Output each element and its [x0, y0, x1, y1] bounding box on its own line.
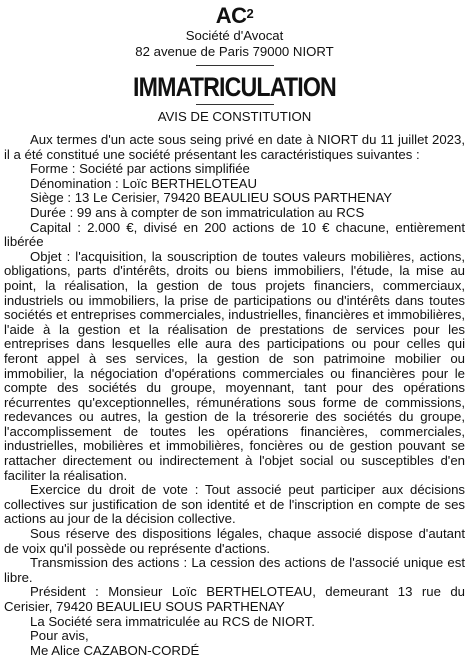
- form-line: Forme : Société par actions simplifiée: [30, 161, 250, 177]
- notice-subtitle: AVIS DE CONSTITUTION: [157, 109, 312, 124]
- logo-superscript: 2: [246, 6, 254, 21]
- intro-paragraph: Aux termes d'un acte sous seing privé en date à NIORT du 11 juillet 2023, il a été constitué une société présentant les caractéristiques suivantes :: [4, 132, 465, 162]
- divider-top: [196, 65, 274, 66]
- firm-name: Société d'Avocat: [185, 28, 284, 43]
- notice-body: [4, 133, 465, 658]
- divider-bottom: [196, 104, 274, 105]
- transfer-line: Transmission des actions : La cession des actions de l'associé unique est libre.: [4, 555, 465, 585]
- votes-paragraph: Sous réserve des dispositions légales, chaque associé dispose d'autant de voix qu'il possède ou représente d'actions.: [4, 526, 465, 556]
- duration-line: Durée : 99 ans à compter de son immatriculation au RCS: [30, 204, 365, 220]
- registration-line: La Société sera immatriculée au RCS de NIORT.: [30, 613, 315, 629]
- notice-title: IMMATRICULATION: [133, 72, 336, 102]
- seat-line: Siège : 13 Le Cerisier, 79420 BEAULIEU SOUS PARTHENAY: [30, 190, 393, 206]
- firm-address: 82 avenue de Paris 79000 NIORT: [135, 44, 334, 59]
- firm-logo: [4, 4, 465, 28]
- capital-line: Capital : 2.000 €, divisé en 200 actions de 10 € chacune, entièrement libérée: [4, 219, 465, 250]
- signoff-line: Pour avis,: [30, 628, 89, 644]
- logo-text: AC: [215, 3, 247, 28]
- president-paragraph: Président : Monsieur Loïc BERTHELOTEAU, demeurant 13 rue du Cerisier, 79420 BEAULIEU SOUS PARTHENAY: [4, 584, 465, 614]
- signatory-line: Me Alice CAZABON-CORDÉ: [30, 642, 200, 658]
- voting-paragraph: Exercice du droit de vote : Tout associé peut participer aux décisions collectives sur justification de son identité et de l'inscription en compte de ses actions au jour de la décision collective.: [4, 482, 465, 527]
- name-line: Dénomination : Loïc BERTHELOTEAU: [30, 175, 257, 191]
- purpose-paragraph: Objet : l'acquisition, la souscription de toutes valeurs mobilières, actions, obligations, parts d'intérêts, droits ou biens immobiliers, l'étude, la mise au point, la réalisation, la gestion de tous projets financiers, commerciaux, industriels ou immobiliers, la prise de participations ou d'intérêts dans toutes sociétés et entreprises commerciales, industrielles, financières et immobilières, l'aide à la gestion et la réalisation de prestations de services pour les entreprises dans lesquelles elle aura des participations ou pour celles qui feront appel à ses services, la gestion de son patrimoine mobilier ou immobilier, la négociation d'opérations commerciales ou financières pour le compte des sociétés du groupe, moyennant, tant pour des opérations récurrentes qu'exceptionnelles, rémunérations sous forme de commissions, redevances ou autres, la gestion de la trésorerie des sociétés du groupe, l'accomplissement de toutes les opérations financières, commerciales, industrielles, mobilières et immobilières, foncières ou de gestion pouvant se rattacher directement ou indirectement à l'objet social ou susceptibles d'en faciliter la réalisation.: [4, 248, 466, 483]
